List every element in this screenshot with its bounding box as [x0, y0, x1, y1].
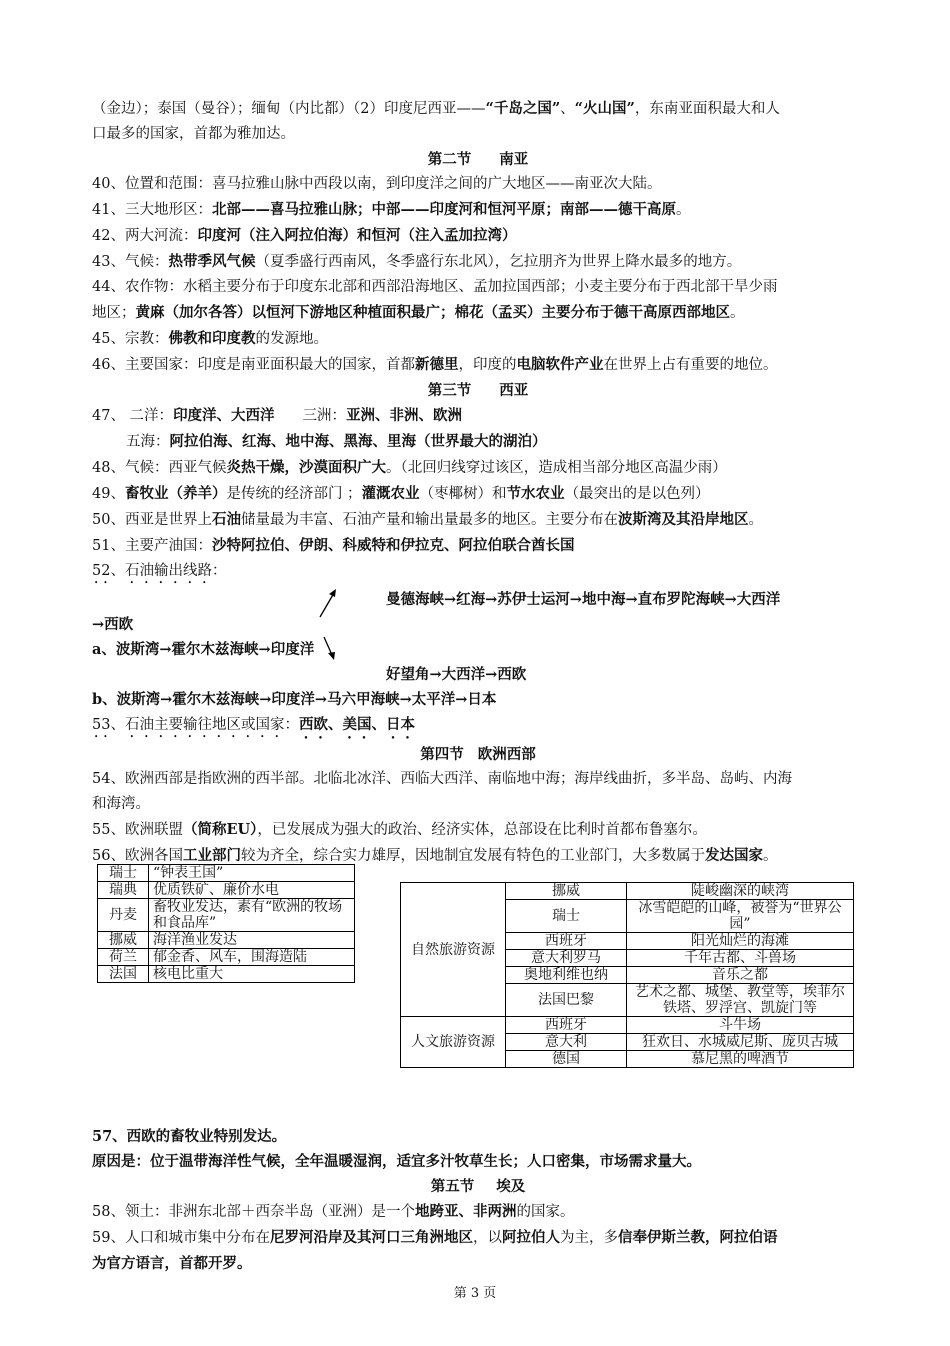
table-row: 挪威 海洋渔业发达: [98, 932, 355, 949]
item-43: 43、气候：热带季风气候（夏季盛行西南风，冬季盛行东北风），乞拉朋齐为世界上降水最多的地方。: [92, 253, 742, 270]
item-47: 47、 二洋：印度洋、大西洋 三洲：亚洲、非洲、欧洲: [92, 407, 463, 424]
item-56: 56、欧洲各国工业部门较为齐全，综合实力雄厚，因地制宜发展有特色的工业部门，大多数属于发达国家。: [92, 847, 778, 864]
table-row: 瑞士 冰雪皑皑的山峰，被誉为“世界公园”: [401, 900, 854, 933]
table-row: 德国 慕尼黑的啤酒节: [401, 1051, 854, 1068]
table-row: 法国巴黎 艺术之都、城堡、教堂等，埃菲尔铁塔、罗浮宫、凯旋门等: [401, 984, 854, 1017]
oil-route-cape: 好望角→大西洋→西欧: [386, 666, 527, 683]
table-row: 自然旅游资源 挪威 陡峻幽深的峡湾: [401, 883, 854, 900]
item-51: 51、主要产油国：沙特阿拉伯、伊朗、科威特和伊拉克、阿拉伯联合酋长国: [92, 537, 575, 554]
line-southeast-asia: （金边）；泰国（曼谷）；缅甸（内比都）（2）印度尼西亚——“千岛之国”、“火山国”，东南亚面积最大和人: [92, 100, 780, 117]
natural-resources-label: 自然旅游资源: [401, 883, 506, 1017]
item-54-cont: 和海湾。: [92, 796, 150, 812]
item-49: 49、畜牧业（养羊）是传统的经济部门 ；灌溉农业（枣椰树）和节水农业（最突出的是以色列）: [92, 485, 710, 502]
item-57-reason: 原因是：位于温带海洋性气候，全年温暖湿润，适宜多汁牧草生长；人口密集，市场需求量大。: [92, 1153, 701, 1170]
item-59: 59、人口和城市集中分布在尼罗河沿岸及其河口三角洲地区，以阿拉伯人为主，多信奉伊斯兰教，阿拉伯语: [92, 1229, 778, 1246]
item-46: 46、主要国家：印度是南亚面积最大的国家，首都新德里，印度的电脑软件产业在世界上占有重要的地位。: [92, 356, 778, 373]
arrow-down-line: [324, 637, 332, 655]
item-55: 55、欧洲联盟（简称EU），已发展成为强大的政治、经济实体，总部设在比利时首都布鲁塞尔。: [92, 821, 707, 838]
table-row: 瑞士 “钟表王国”: [98, 865, 355, 882]
line-indonesia: 口最多的国家，首都为雅加达。: [92, 126, 295, 142]
item-41: 41、三大地形区：北部——喜马拉雅山脉；中部——印度河和恒河平原；南部——德干高原。: [92, 201, 691, 218]
table-row: 奥地利维也纳 音乐之都: [401, 967, 854, 984]
item-58: 58、领土：非洲东北部＋西奈半岛（亚洲）是一个地跨亚、非两洲的国家。: [92, 1203, 575, 1220]
item-44-cont: 地区；黄麻（加尔各答）以恒河下游地区种植面积最广；棉花（孟买）主要分布于德干高原西部地区。: [92, 304, 745, 321]
table-row: 法国 核电比重大: [98, 966, 355, 983]
route-branch-arrows: [310, 585, 350, 665]
item-54: 54、欧洲西部是指欧洲的西半部。北临北冰洋、西临大西洋、南临地中海；海岸线曲折，多半岛、岛屿、内海: [92, 771, 792, 787]
table-row: 人文旅游资源 西班牙 斗牛场: [401, 1017, 854, 1034]
industry-table: [97, 864, 355, 983]
item-47-seas: 五海：阿拉伯海、红海、地中海、黑海、里海（世界最大的湖泊）: [126, 433, 547, 450]
item-59-cont: 为官方语言，首都开罗。: [92, 1255, 252, 1272]
document-body: [92, 96, 864, 1276]
section-heading-western-europe: 第四节 欧洲西部: [420, 746, 536, 763]
arrow-up-line: [320, 593, 334, 617]
table-row: 西班牙 阳光灿烂的海滩: [401, 933, 854, 950]
table-row: 荷兰 郁金香、风车，围海造陆: [98, 949, 355, 966]
item-57: 57、西欧的畜牧业特别发达。: [92, 1128, 287, 1145]
oil-route-b: b、波斯湾→霍尔木兹海峡→印度洋→马六甲海峡→太平洋→日本: [92, 691, 497, 708]
section-heading-south-asia: 第二节 南亚: [427, 151, 529, 168]
section-heading-egypt: 第五节 埃及: [430, 1178, 526, 1195]
table-row: 丹麦 畜牧业发达，素有“欧洲的牧场和食品库”: [98, 899, 355, 932]
oil-route-suez: 曼德海峡→红海→苏伊士运河→地中海→直布罗陀海峡→大西洋: [386, 591, 781, 608]
oil-route-a: a、波斯湾→霍尔木兹海峡→印度洋: [92, 641, 315, 658]
table-row: 瑞典 优质铁矿、廉价水电: [98, 882, 355, 899]
item-50: 50、西亚是世界上石油储量最为丰富、石油产量和输出量最多的地区。主要分布在波斯湾及其沿岸地区。: [92, 511, 763, 528]
page-number: 第 3 页: [453, 1286, 497, 1301]
item-44: 44、农作物：水稻主要分布于印度东北部和西部沿海地区、孟加拉国西部；小麦主要分布于西北部干旱少雨: [92, 279, 778, 295]
oil-route-suez-end: →西欧: [92, 616, 134, 633]
item-52: 52、石油输出线路：: [92, 563, 227, 579]
table-row: 意大利 狂欢日、水城威尼斯、庞贝古城: [401, 1034, 854, 1051]
table-row: 意大利罗马 千年古都、斗兽场: [401, 950, 854, 967]
item-53: 53、石油主要输往地区或国家：西欧、美国、日本: [92, 716, 415, 733]
item-42: 42、两大河流：印度河（注入阿拉伯海）和恒河（注入孟加拉湾）: [92, 227, 517, 244]
item-48: 48、气候：西亚气候炎热干燥，沙漠面积广大。（北回归线穿过该区，造成相当部分地区高温少雨）: [92, 459, 727, 476]
section-heading-west-asia: 第三节 西亚: [427, 382, 529, 399]
tourism-table: [400, 882, 854, 1068]
arrow-down-head: [328, 652, 335, 660]
cultural-resources-label: 人文旅游资源: [401, 1017, 506, 1068]
item-40: 40、位置和范围：喜马拉雅山脉中西段以南，到印度洋之间的广大地区——南亚次大陆。: [92, 176, 662, 192]
item-45: 45、宗教：佛教和印度教的发源地。: [92, 330, 328, 347]
